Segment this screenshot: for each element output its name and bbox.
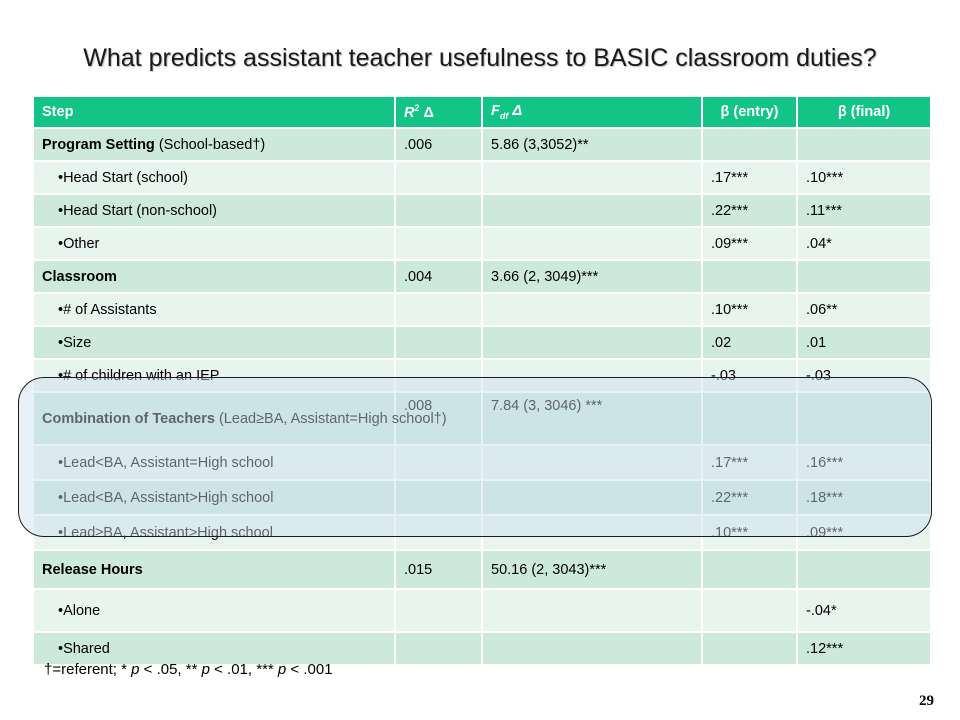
f-cell: 3.66 (2, 3049)***: [482, 260, 702, 293]
step-label: (Lead≥BA, Assistant=High school†): [214, 410, 447, 427]
beta-final-cell: -.04*: [797, 589, 931, 632]
beta-entry-cell: .17***: [702, 445, 797, 480]
table-header-row: [33, 96, 931, 128]
beta-final-cell: [797, 128, 931, 161]
f-cell: [482, 632, 702, 665]
header-f-delta-sign: Δ: [508, 103, 523, 120]
footnote: [44, 661, 333, 678]
f-cell: [482, 194, 702, 227]
footnote-p2: p: [201, 661, 210, 678]
f-cell: [482, 589, 702, 632]
beta-final-cell: [797, 550, 931, 589]
beta-final-cell: .09***: [797, 515, 931, 550]
r2-cell: .004: [395, 260, 482, 293]
step-cell: [33, 260, 395, 293]
page-number: 29: [919, 693, 934, 709]
step-label-bold: Classroom: [42, 268, 117, 285]
beta-final-cell: .04*: [797, 227, 931, 260]
beta-entry-cell: .10***: [702, 293, 797, 326]
beta-entry-cell: [702, 260, 797, 293]
footnote-referent: †=referent; *: [44, 661, 132, 678]
highlight-rounded-box: [18, 377, 932, 537]
step-label: •Lead<BA, Assistant=High school: [58, 454, 274, 471]
step-label: •Lead<BA, Assistant>High school: [58, 489, 274, 506]
r2-cell: [395, 227, 482, 260]
step-cell: [33, 589, 395, 632]
beta-entry-cell: -.03: [702, 359, 797, 392]
table-row: [33, 194, 931, 227]
beta-final-cell: .16***: [797, 445, 931, 480]
beta-final-cell: [797, 260, 931, 293]
f-cell: [482, 293, 702, 326]
r2-cell: [395, 161, 482, 194]
r2-cell: .006: [395, 128, 482, 161]
step-label: •Shared: [58, 640, 110, 657]
beta-entry-cell: .10***: [702, 515, 797, 550]
header-r2-letter: R: [404, 104, 415, 121]
step-cell: [33, 194, 395, 227]
f-cell: [482, 161, 702, 194]
beta-entry-cell: .02: [702, 326, 797, 359]
slide-title: What predicts assistant teacher usefulness to BASIC classroom duties?: [83, 44, 877, 72]
header-step: Step: [33, 96, 395, 128]
step-cell: [33, 550, 395, 589]
table-row: [33, 326, 931, 359]
r2-cell: [395, 589, 482, 632]
beta-entry-cell: [702, 589, 797, 632]
f-cell: 5.86 (3,3052)**: [482, 128, 702, 161]
header-beta-final: β (final): [797, 96, 931, 128]
step-label-bold: Program Setting: [42, 136, 155, 153]
table-row: [33, 550, 931, 589]
beta-final-cell: .01: [797, 326, 931, 359]
beta-entry-cell: [702, 632, 797, 665]
step-label: •# of Assistants: [58, 301, 157, 318]
step-cell: [33, 128, 395, 161]
header-beta-entry: β (entry): [702, 96, 797, 128]
r2-cell: [395, 326, 482, 359]
table-row: [33, 260, 931, 293]
beta-entry-cell: [702, 550, 797, 589]
table-row: [33, 227, 931, 260]
f-cell: 7.84 (3, 3046) ***: [482, 392, 702, 445]
r2-cell: [395, 632, 482, 665]
step-label: (School-based†): [154, 136, 266, 153]
beta-entry-cell: .22***: [702, 480, 797, 515]
step-label: •Lead≥BA, Assistant>High school: [58, 524, 273, 541]
beta-final-cell: .10***: [797, 161, 931, 194]
footnote-t2: < .01, ***: [209, 661, 278, 678]
beta-final-cell: -.03: [797, 359, 931, 392]
step-label: •Other: [58, 235, 100, 252]
beta-final-cell: .18***: [797, 480, 931, 515]
beta-final-cell: .06**: [797, 293, 931, 326]
r2-cell: .015: [395, 550, 482, 589]
step-label-bold: Release Hours: [42, 561, 143, 578]
beta-entry-cell: .09***: [702, 227, 797, 260]
header-r2-sup: 2: [414, 103, 420, 114]
f-cell: 50.16 (2, 3043)***: [482, 550, 702, 589]
table-row: [33, 589, 931, 632]
step-cell: [33, 161, 395, 194]
header-f-sub: df: [499, 110, 509, 121]
footnote-p1: p: [131, 661, 140, 678]
step-label-bold: Combination of Teachers: [42, 410, 215, 427]
beta-final-cell: .11***: [797, 194, 931, 227]
footnote-t1: < .05, **: [139, 661, 202, 678]
header-r2-delta: [395, 96, 482, 128]
step-cell: [33, 293, 395, 326]
step-label: •Size: [58, 334, 92, 351]
beta-final-cell: .12***: [797, 632, 931, 665]
f-cell: [482, 227, 702, 260]
table-row: [33, 293, 931, 326]
table-row: [33, 128, 931, 161]
beta-entry-cell: .17***: [702, 161, 797, 194]
header-f-delta: [482, 96, 702, 128]
step-label: •Head Start (school): [58, 169, 188, 186]
footnote-p3: p: [277, 661, 287, 678]
step-cell: [33, 326, 395, 359]
table-row: [33, 161, 931, 194]
f-cell: [482, 326, 702, 359]
footnote-t3: < .001: [286, 661, 333, 678]
step-label: •# of children with an IEP: [58, 367, 220, 384]
r2-cell: .008: [395, 392, 482, 445]
step-label: •Alone: [58, 602, 101, 619]
header-f-letter: F: [491, 103, 500, 120]
beta-entry-cell: [702, 128, 797, 161]
r2-cell: [395, 293, 482, 326]
header-r2-delta-sign: Δ: [419, 104, 434, 121]
beta-entry-cell: .22***: [702, 194, 797, 227]
step-label: •Head Start (non-school): [58, 202, 218, 219]
step-cell: [33, 227, 395, 260]
r2-cell: [395, 194, 482, 227]
